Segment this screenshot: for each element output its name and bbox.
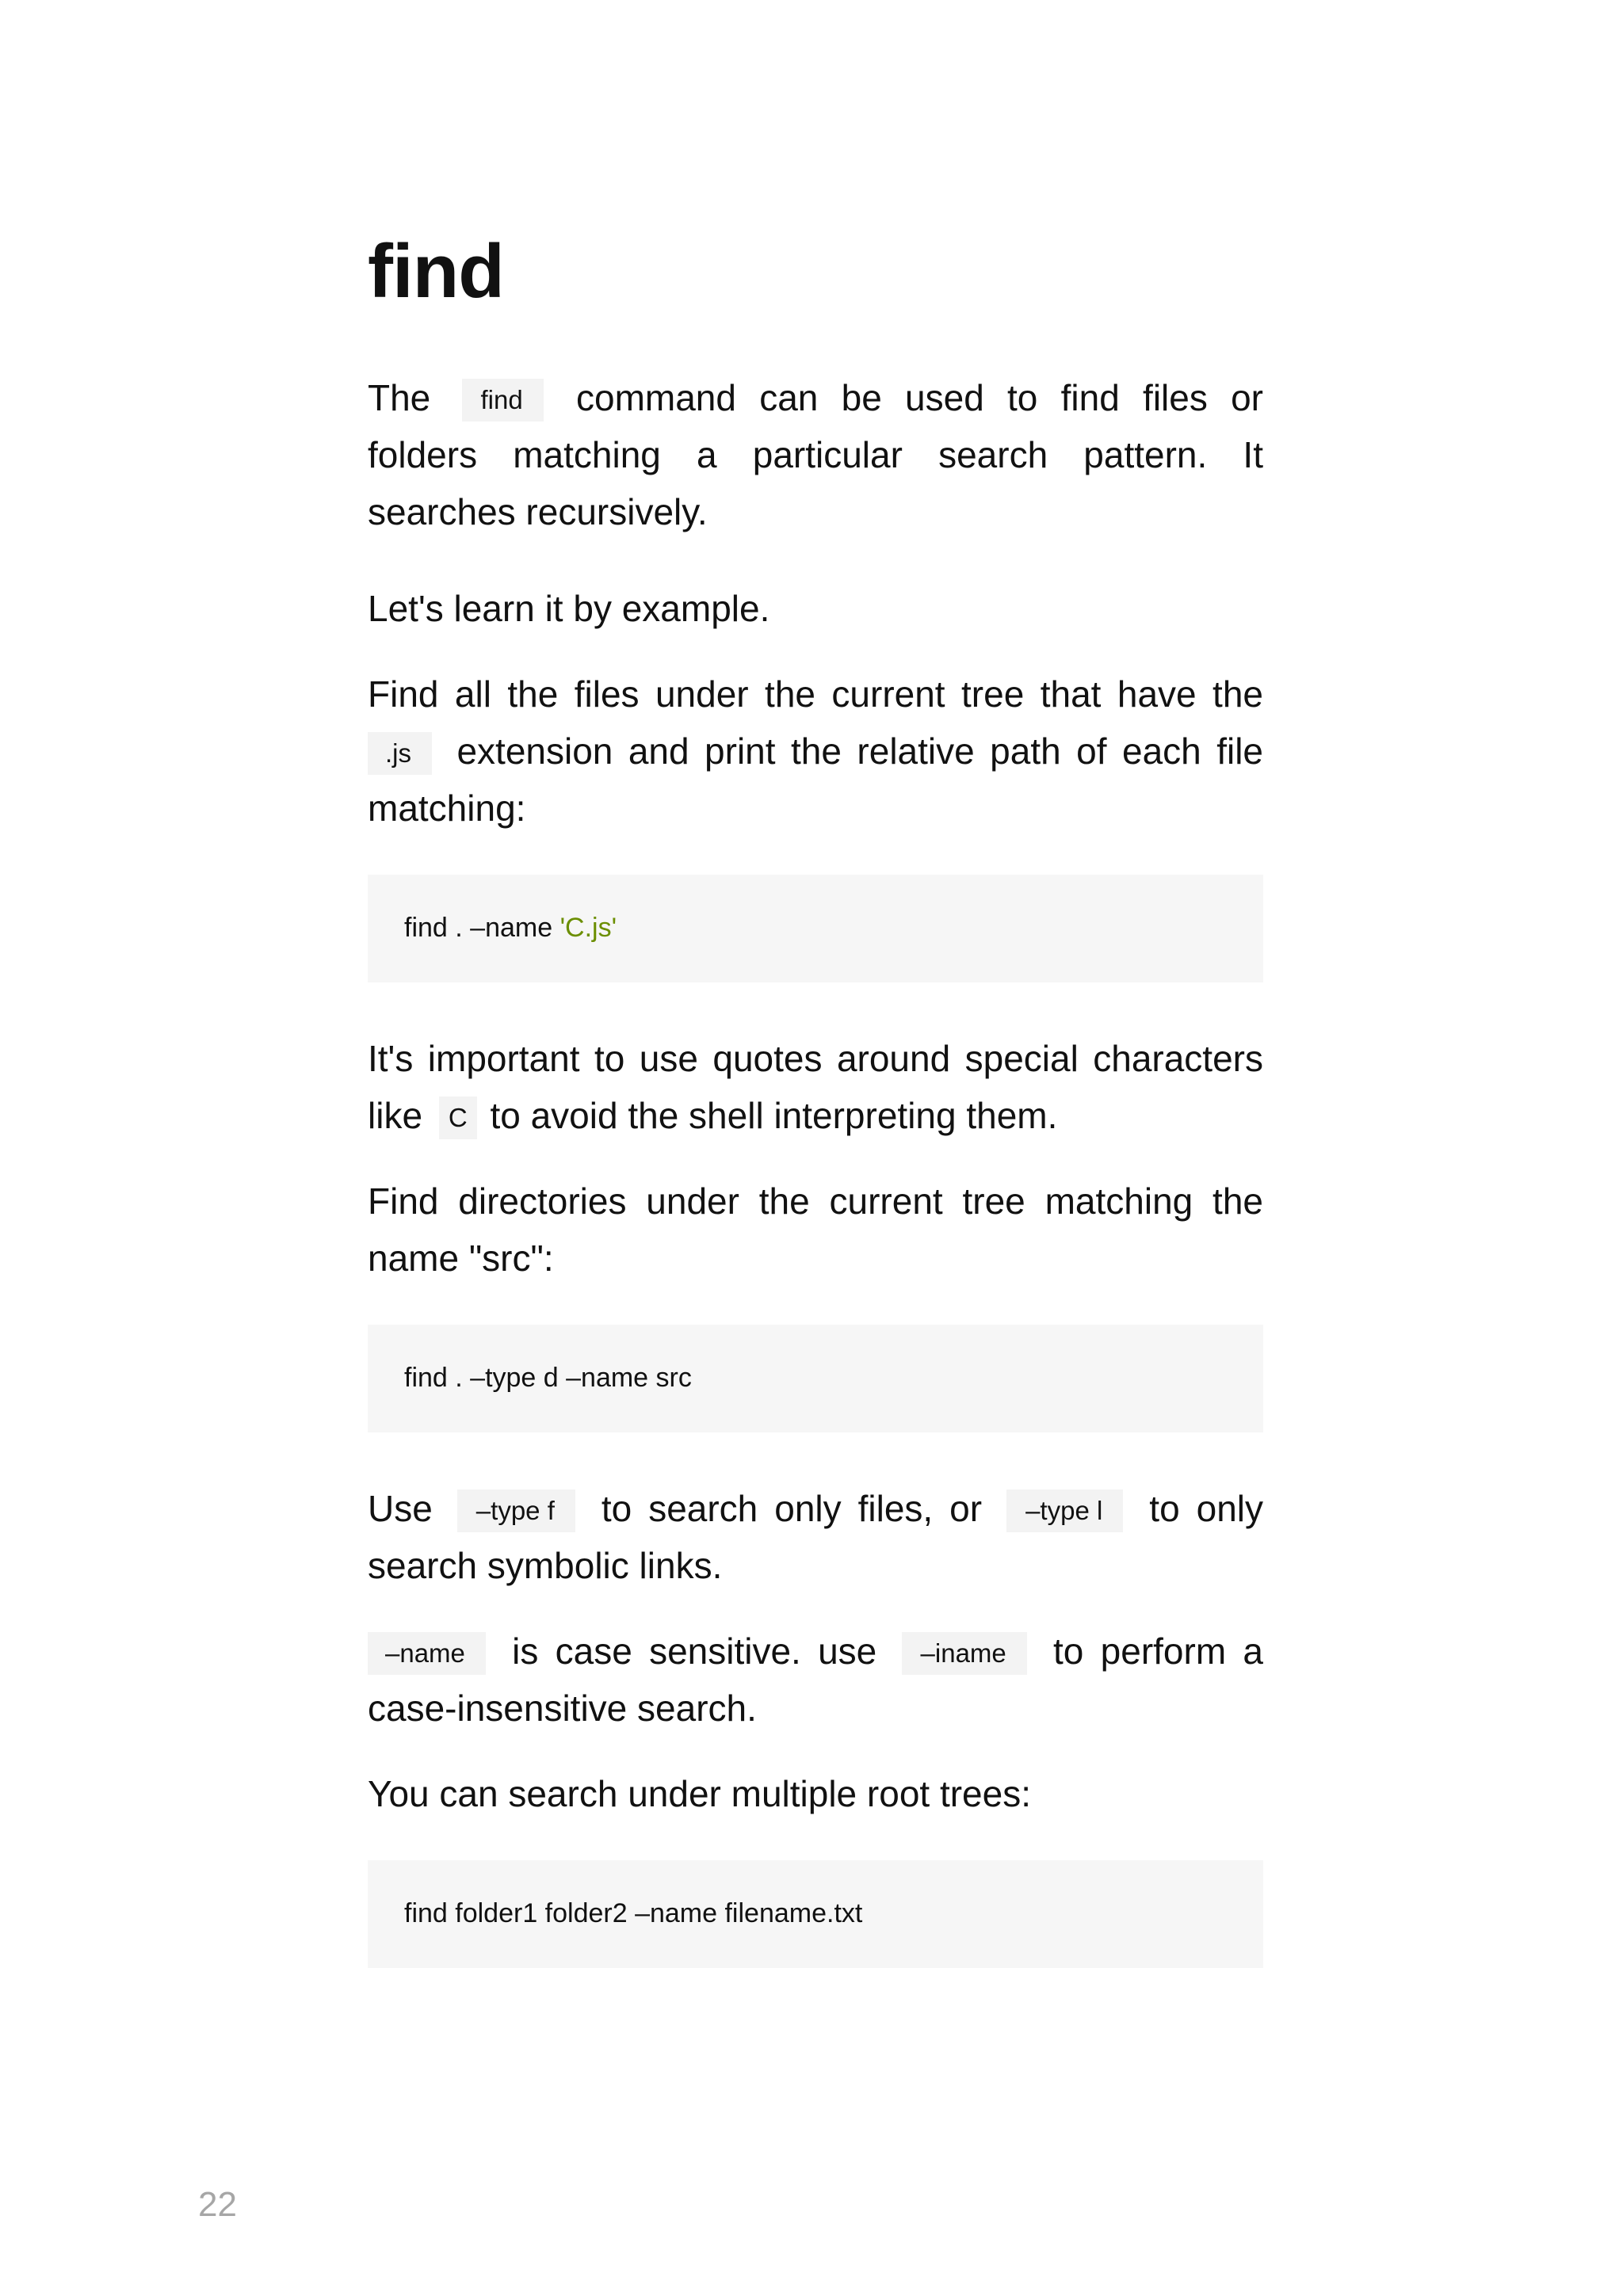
inline-code-type-l: –type l [1006,1489,1123,1532]
code-block-multi-root: find folder1 folder2 –name filename.txt [368,1860,1263,1968]
multi-paragraph: You can search under multiple root trees: [368,1772,1032,1814]
page-number: 22 [198,2185,237,2224]
inline-code-c: C [439,1097,477,1139]
code-block-find-js [368,875,1263,982]
intro-text-before: The [368,376,431,418]
findall-text-before: Find all the files under the current tree that have the [368,673,1263,715]
inline-code-name: –name [368,1632,486,1675]
use-paragraph [368,1480,1263,1594]
findall-text-after: extension and print the relative path of each file matching: [368,730,1263,829]
quotes-text-before: It's important to use quotes around special characters like [368,1037,1263,1136]
code-block-find-dirs: find . –type d –name src [368,1325,1263,1432]
quotes-text-after: to avoid the shell interpreting them. [490,1094,1058,1136]
code-block-find-js-command: find . –name [404,913,560,944]
dirs-paragraph: Find directories under the current tree matching the name "src": [368,1180,1263,1279]
inline-code-find: find [462,379,544,421]
use-text-mid: to search only files, or [601,1487,983,1529]
use-text-after: to only search symbolic links. [368,1487,1264,1586]
learn-paragraph: Let's learn it by example. [368,587,770,629]
name-text-mid: is case sensitive. use [512,1630,877,1672]
use-text-before: Use [368,1487,433,1529]
page-title: find [368,229,504,314]
findall-paragraph [368,666,1263,837]
code-block-find-js-string: 'C.js' [559,913,617,944]
inline-code-iname: –iname [902,1632,1027,1675]
intro-paragraph [368,369,1263,540]
name-paragraph [368,1623,1263,1737]
page-content [368,230,1263,2016]
quotes-paragraph [368,1030,1263,1144]
inline-code-type-f: –type f [457,1489,575,1532]
inline-code-js: .js [368,732,432,775]
intro-text-after: command can be used to find files or folders matching a particular search pattern. It searches recursively. [368,376,1263,532]
name-text-after: to perform a case-insensitive search. [368,1630,1263,1729]
